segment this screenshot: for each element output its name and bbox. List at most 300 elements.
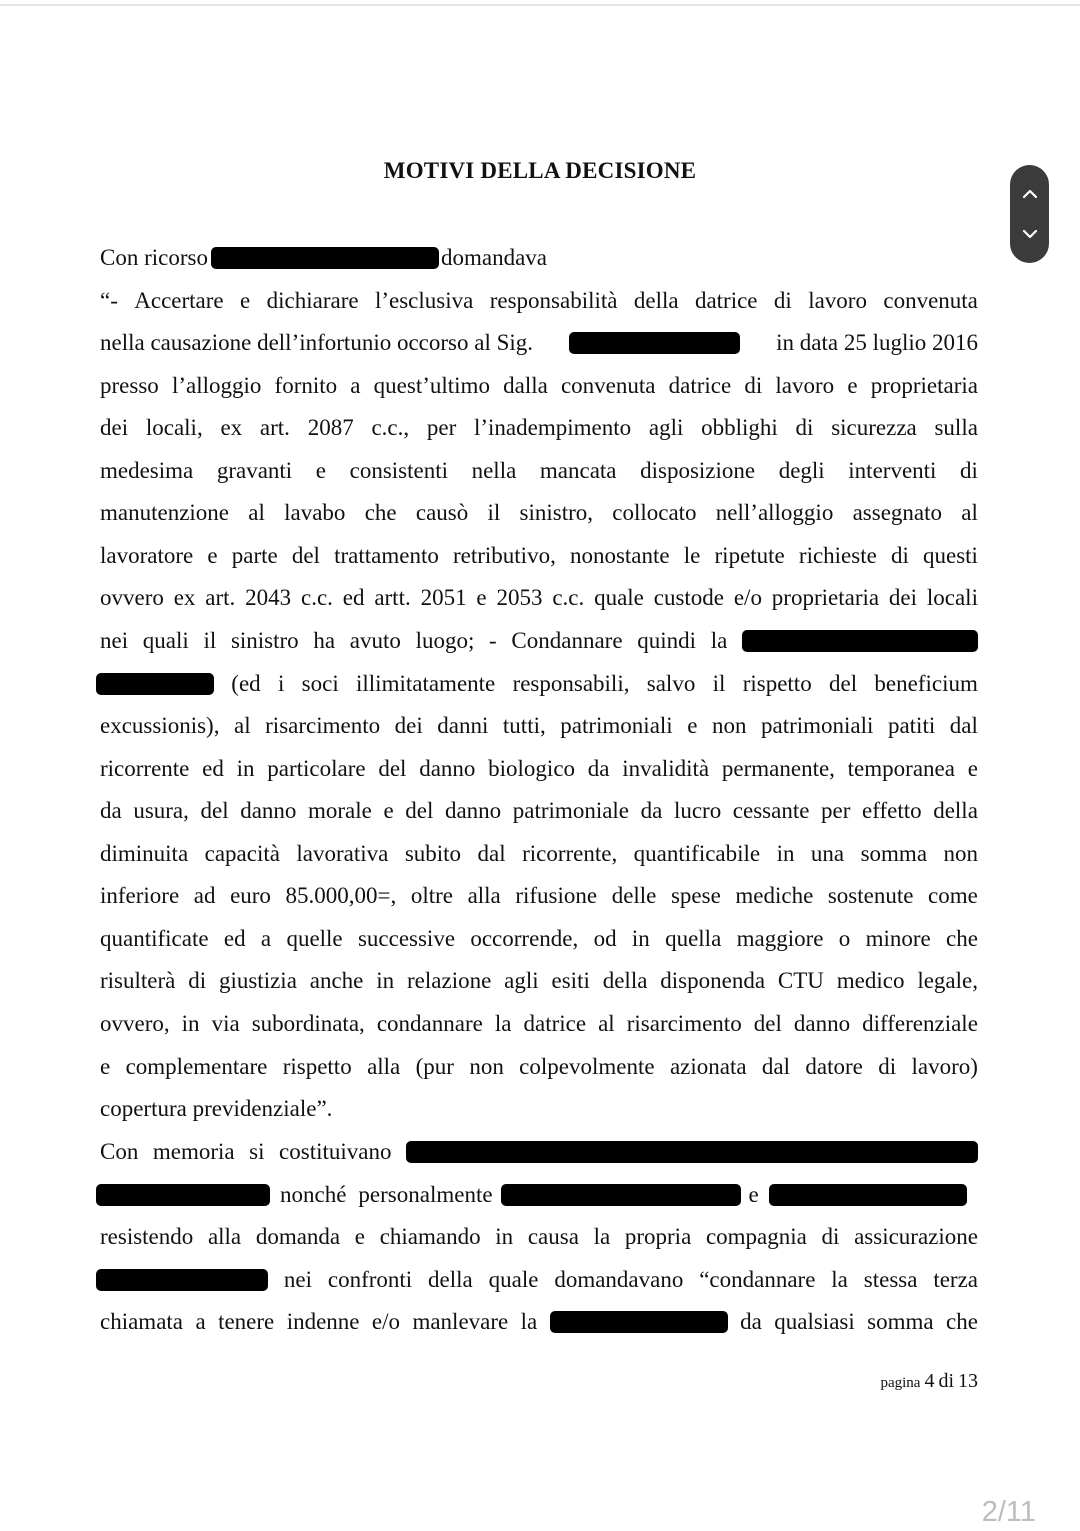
text-word: subordinata, [251, 1011, 365, 1036]
text-word: custode [653, 585, 724, 610]
text-line [100, 498, 978, 528]
page-footer [880, 1370, 978, 1393]
text-word: di [890, 543, 909, 568]
text-word: causa [527, 1224, 579, 1249]
text-word: c.c., [371, 415, 410, 440]
text-word: come [928, 883, 978, 908]
text-word: della [428, 1267, 473, 1292]
text-word: dei [100, 415, 129, 440]
text-word: ripetute [714, 543, 785, 568]
text-line [100, 1222, 978, 1252]
text-word: lavoro) [911, 1054, 978, 1079]
text-word: beneficium [874, 671, 978, 696]
text-word: soci [301, 671, 339, 696]
text-word: interventi [848, 458, 937, 483]
text-word: responsabili, [512, 671, 630, 696]
text-word: dei [394, 713, 423, 738]
text-line [100, 286, 978, 316]
text-line [96, 1180, 982, 1210]
text-word: datore [805, 1054, 863, 1079]
next-page-button[interactable] [1010, 212, 1049, 256]
text-word: in [376, 968, 395, 993]
text-word: e [354, 1224, 366, 1249]
text-word: quale [488, 1267, 539, 1292]
text-word: usura, [133, 798, 189, 823]
text-word: e [100, 1054, 111, 1079]
text-word: in data 25 luglio 2016 [776, 330, 978, 355]
text-word: patiti [887, 713, 936, 738]
text-word: biologico [488, 756, 576, 781]
text-word: agli [504, 968, 539, 993]
page-nav-control [1010, 165, 1049, 263]
text-word: causò [415, 500, 469, 525]
text-word: ex [220, 415, 243, 440]
text-line [100, 583, 978, 613]
redaction-bar [211, 247, 439, 269]
text-word: nonché [280, 1182, 347, 1207]
text-word: diminuita [100, 841, 189, 866]
text-word: confronti [327, 1267, 413, 1292]
text-word: art. [205, 585, 236, 610]
text-word: il [487, 500, 501, 525]
text-word: occorrende, [470, 926, 579, 951]
text-word: indenne [286, 1309, 360, 1334]
text-word: quella [665, 926, 722, 951]
text-word: minore [865, 926, 931, 951]
text-word: rifusione [515, 883, 598, 908]
redaction-bar [501, 1184, 741, 1206]
text-word: condannare [376, 1011, 483, 1036]
text-word: - [489, 628, 497, 653]
text-word: capacità [204, 841, 280, 866]
text-word: l’esclusiva [374, 288, 474, 313]
text-word: convenuta [883, 288, 978, 313]
text-word: copertura previdenziale”. [100, 1096, 333, 1121]
text-word: una [810, 841, 845, 866]
text-line [100, 413, 978, 443]
text-word: per [426, 415, 457, 440]
text-word: e [967, 756, 978, 781]
text-word: nonostante [569, 543, 670, 568]
redaction-bar [96, 1184, 270, 1206]
text-word: 2087 [307, 415, 354, 440]
footer-total-pages: 13 [958, 1370, 978, 1392]
text-word: e [315, 458, 327, 483]
text-word: 2043 [245, 585, 292, 610]
text-word: non [469, 1054, 504, 1079]
text-line [100, 966, 978, 996]
text-word: c.c. [552, 585, 585, 610]
text-word: locali [926, 585, 978, 610]
text-line [100, 881, 978, 911]
text-word: c.c. [300, 585, 333, 610]
text-word: e [476, 585, 487, 610]
text-word: cessante [732, 798, 810, 823]
text-line [100, 328, 978, 358]
text-word: costituivano [279, 1139, 392, 1164]
text-word: proprietaria [870, 373, 978, 398]
text-word: per [821, 798, 851, 823]
text-word: manlevare [412, 1309, 509, 1334]
text-word: l’inadempimento [473, 415, 632, 440]
text-word: CTU [777, 968, 824, 993]
text-word: morale [308, 798, 372, 823]
text-word: risarcimento [626, 1011, 742, 1036]
text-word: subito [404, 841, 462, 866]
text-line [100, 754, 978, 784]
text-word: quali [142, 628, 189, 653]
text-word: non [711, 713, 747, 738]
footer-di-label: di [938, 1370, 954, 1392]
text-word: sinistro [230, 628, 299, 653]
text-word: non [943, 841, 978, 866]
text-word: questi [922, 543, 978, 568]
text-word: e [748, 1182, 759, 1207]
text-word: che [364, 500, 397, 525]
text-word: domandava [440, 245, 547, 270]
text-word: particolare [267, 756, 366, 781]
text-word: permanente, [721, 756, 835, 781]
text-word: dichiarare [266, 288, 359, 313]
text-word: azionata [669, 1054, 747, 1079]
text-word: (pur [415, 1054, 454, 1079]
redaction-bar [769, 1184, 967, 1206]
text-word: e [240, 288, 251, 313]
redaction-bar [96, 1269, 268, 1291]
text-word: chiamata [100, 1309, 184, 1334]
text-word: patrimoniale [512, 798, 630, 823]
text-word: proprietaria [771, 585, 880, 610]
text-word: da [100, 798, 122, 823]
text-word: esiti [551, 968, 590, 993]
text-word: e [847, 373, 858, 398]
text-word: assicurazione [854, 1224, 978, 1249]
text-word: qualsiasi [774, 1309, 855, 1334]
text-line [100, 371, 978, 401]
text-word: nell’alloggio [715, 500, 834, 525]
text-word: e/o [733, 585, 762, 610]
text-word: giustizia [218, 968, 297, 993]
text-word: risarcimento [265, 713, 381, 738]
text-word: anche [309, 968, 364, 993]
text-word: la [593, 1224, 611, 1249]
text-word: del [829, 671, 858, 696]
text-word: responsabilità [489, 288, 618, 313]
text-word: parte [231, 543, 278, 568]
text-word: effetto [862, 798, 922, 823]
text-word: somma [860, 841, 928, 866]
text-word: quale [594, 585, 644, 610]
text-word: presso [100, 373, 159, 398]
text-word: il [203, 628, 217, 653]
text-word: in [631, 926, 650, 951]
text-word: quindi [637, 628, 697, 653]
text-word: rispetto [742, 671, 812, 696]
text-word: in [236, 756, 255, 781]
chevron-up-icon [1022, 189, 1038, 199]
text-word: da [587, 756, 610, 781]
text-word: rispetto [282, 1054, 352, 1079]
redaction-bar [406, 1141, 978, 1163]
text-line [100, 1052, 978, 1082]
text-word: dei [888, 585, 918, 610]
text-word: nei [100, 628, 129, 653]
text-word: fornito [274, 373, 338, 398]
text-word: il [712, 671, 726, 696]
text-word: danni [437, 713, 489, 738]
text-word: nella [471, 458, 517, 483]
text-word: trattamento [334, 543, 439, 568]
text-word: ovvero, [100, 1011, 170, 1036]
text-word: a [350, 373, 361, 398]
text-line [100, 456, 978, 486]
text-word: “condannare [699, 1267, 816, 1292]
page-counter: 2/11 [981, 1496, 1036, 1528]
text-word: resistendo [100, 1224, 194, 1249]
text-word: locali, [145, 415, 203, 440]
text-word: danno [240, 798, 297, 823]
text-word: personalmente [358, 1182, 493, 1207]
text-word: di [960, 458, 978, 483]
text-word: lavoratore [100, 543, 194, 568]
text-word: manutenzione [100, 500, 230, 525]
text-word: 2051 [420, 585, 467, 610]
text-word: in [495, 1224, 514, 1249]
text-word: lavoro [775, 373, 835, 398]
text-word: domandavano [554, 1267, 684, 1292]
text-word: salvo [646, 671, 696, 696]
text-line [100, 924, 978, 954]
text-word: disposizione [640, 458, 756, 483]
text-word: che [946, 1309, 978, 1334]
text-word: quantificate [100, 926, 209, 951]
text-word: 2053 [496, 585, 543, 610]
text-word: danno [793, 1011, 851, 1036]
footer-pagina-label: pagina [880, 1375, 921, 1391]
text-word: richieste [798, 543, 877, 568]
text-word: al [248, 500, 265, 525]
text-word: che [946, 926, 978, 951]
text-word: del [405, 798, 434, 823]
text-word: invalidità [622, 756, 710, 781]
text-word: quest’ultimo [373, 373, 490, 398]
text-word: ovvero [100, 585, 164, 610]
text-word: disponenda [660, 968, 766, 993]
text-word: convenuta [560, 373, 656, 398]
text-word: e [687, 713, 698, 738]
text-word: “- [100, 288, 118, 313]
text-line [100, 1094, 978, 1124]
text-word: via [211, 1011, 240, 1036]
text-word: Con [100, 1139, 139, 1164]
text-word: patrimoniali [761, 713, 874, 738]
redaction-bar [569, 332, 740, 354]
text-word: o [838, 926, 851, 951]
text-word: compagnia [705, 1224, 807, 1249]
text-word: al [234, 713, 251, 738]
text-word: quelle [286, 926, 343, 951]
text-word: stessa [863, 1267, 918, 1292]
text-word: datrice [523, 1011, 587, 1036]
text-word: consistenti [349, 458, 448, 483]
redaction-bar [742, 630, 978, 652]
text-line [100, 1137, 978, 1167]
text-word: danno [419, 756, 476, 781]
text-line [100, 1307, 978, 1337]
text-word: nei [283, 1267, 312, 1292]
text-word: oltre [410, 883, 453, 908]
document-title: MOTIVI DELLA DECISIONE [383, 158, 697, 183]
text-word: risulterà [100, 968, 176, 993]
text-word: ha [313, 628, 336, 653]
text-word: retributivo, [452, 543, 556, 568]
text-word: mediche [735, 883, 814, 908]
text-word: art. [259, 415, 290, 440]
text-word: 85.000,00=, [285, 883, 397, 908]
text-word: di [795, 415, 814, 440]
text-word: differenziale [862, 1011, 978, 1036]
text-line [100, 243, 978, 273]
text-word: sostenute [827, 883, 914, 908]
text-word: avuto [349, 628, 401, 653]
text-word: delle [611, 883, 657, 908]
text-word: somma [867, 1309, 934, 1334]
text-word: legale, [917, 968, 978, 993]
text-word: assegnato [852, 500, 942, 525]
text-word: in [181, 1011, 200, 1036]
text-word: chiamando [379, 1224, 481, 1249]
text-word: di [188, 968, 207, 993]
text-word: e [207, 543, 218, 568]
text-word: al [961, 500, 978, 525]
footer-page-number: 4 [924, 1370, 935, 1392]
text-word: dal [949, 713, 978, 738]
text-line [100, 1009, 978, 1039]
text-word: datrice [694, 288, 758, 313]
text-word: alla [467, 883, 501, 908]
text-word: degli [778, 458, 825, 483]
text-word: ed [202, 756, 224, 781]
text-line [100, 541, 978, 571]
text-word: la [520, 1309, 538, 1334]
redaction-bar [96, 673, 214, 695]
text-word: artt. [374, 585, 411, 610]
text-word: del [291, 543, 320, 568]
text-word: domanda [255, 1224, 341, 1249]
text-word: la [494, 1011, 512, 1036]
text-word: della [933, 798, 978, 823]
text-word: danno [444, 798, 502, 823]
text-word: ed [342, 585, 365, 610]
text-word: memoria [152, 1139, 235, 1164]
text-word: Con ricorso [100, 245, 208, 270]
text-word: alla [207, 1224, 242, 1249]
text-word: agli [648, 415, 684, 440]
text-word: alla [367, 1054, 401, 1079]
text-word: i [277, 671, 285, 696]
text-word: ricorrente [100, 756, 190, 781]
text-word: ricorrente, [522, 841, 618, 866]
text-word: a [195, 1309, 206, 1334]
text-word: dal [761, 1054, 791, 1079]
text-word: di [878, 1054, 897, 1079]
text-word: terza [933, 1267, 978, 1292]
text-word: patrimoniali [560, 713, 673, 738]
text-word: medesima [100, 458, 194, 483]
text-word: Accertare [134, 288, 224, 313]
text-word: lavabo [284, 500, 346, 525]
text-word: colpevolmente [519, 1054, 655, 1079]
text-word: maggiore [736, 926, 824, 951]
text-word: illimitatamente [356, 671, 496, 696]
text-word: euro [230, 883, 271, 908]
text-word: complementare [125, 1054, 268, 1079]
text-word: excussionis), [100, 713, 220, 738]
text-word: sinistro, [519, 500, 593, 525]
text-word: tutti, [502, 713, 546, 738]
chevron-down-icon [1022, 229, 1038, 239]
text-word: al [598, 1011, 615, 1036]
text-word: da [640, 798, 663, 823]
text-word: e [383, 798, 394, 823]
text-word: ex [173, 585, 196, 610]
text-word: in [776, 841, 795, 866]
text-line [100, 711, 978, 741]
text-word: della [633, 288, 679, 313]
text-word: inferiore [100, 883, 180, 908]
text-word: della [602, 968, 648, 993]
text-word: propria [624, 1224, 692, 1249]
text-word: del [200, 798, 229, 823]
previous-page-button[interactable] [1010, 172, 1049, 216]
text-line [96, 1265, 978, 1295]
text-word: di [744, 373, 763, 398]
text-word: del [378, 756, 407, 781]
text-word: Condannare [511, 628, 623, 653]
text-word: (ed [231, 671, 261, 696]
text-word: lavoro [808, 288, 867, 313]
text-word: relazione [407, 968, 492, 993]
text-word: a [260, 926, 272, 951]
text-word: quantificabile [633, 841, 761, 866]
text-word: del [753, 1011, 782, 1036]
text-word: ad [193, 883, 216, 908]
text-word: sulla [934, 415, 978, 440]
text-line [100, 626, 978, 656]
text-line [100, 839, 978, 869]
text-word: nella causazione dell’infortunio occorso al Sig. [100, 330, 534, 355]
text-word: lavorativa [296, 841, 389, 866]
text-word: spese [670, 883, 721, 908]
text-word: la [710, 628, 728, 653]
text-word: mancata [539, 458, 617, 483]
text-word: datrice [668, 373, 732, 398]
text-word: le [683, 543, 701, 568]
text-word: tenere [218, 1309, 275, 1334]
text-word: dalla [503, 373, 548, 398]
text-word: di [773, 288, 792, 313]
text-word: od [593, 926, 617, 951]
text-word: di [821, 1224, 840, 1249]
text-word: successive [357, 926, 456, 951]
text-word: luogo; [415, 628, 475, 653]
text-word: e/o [371, 1309, 401, 1334]
text-word: la [831, 1267, 848, 1292]
text-word: da [740, 1309, 762, 1334]
text-word: l’alloggio [171, 373, 262, 398]
text-line [100, 796, 978, 826]
text-word: si [249, 1139, 265, 1164]
